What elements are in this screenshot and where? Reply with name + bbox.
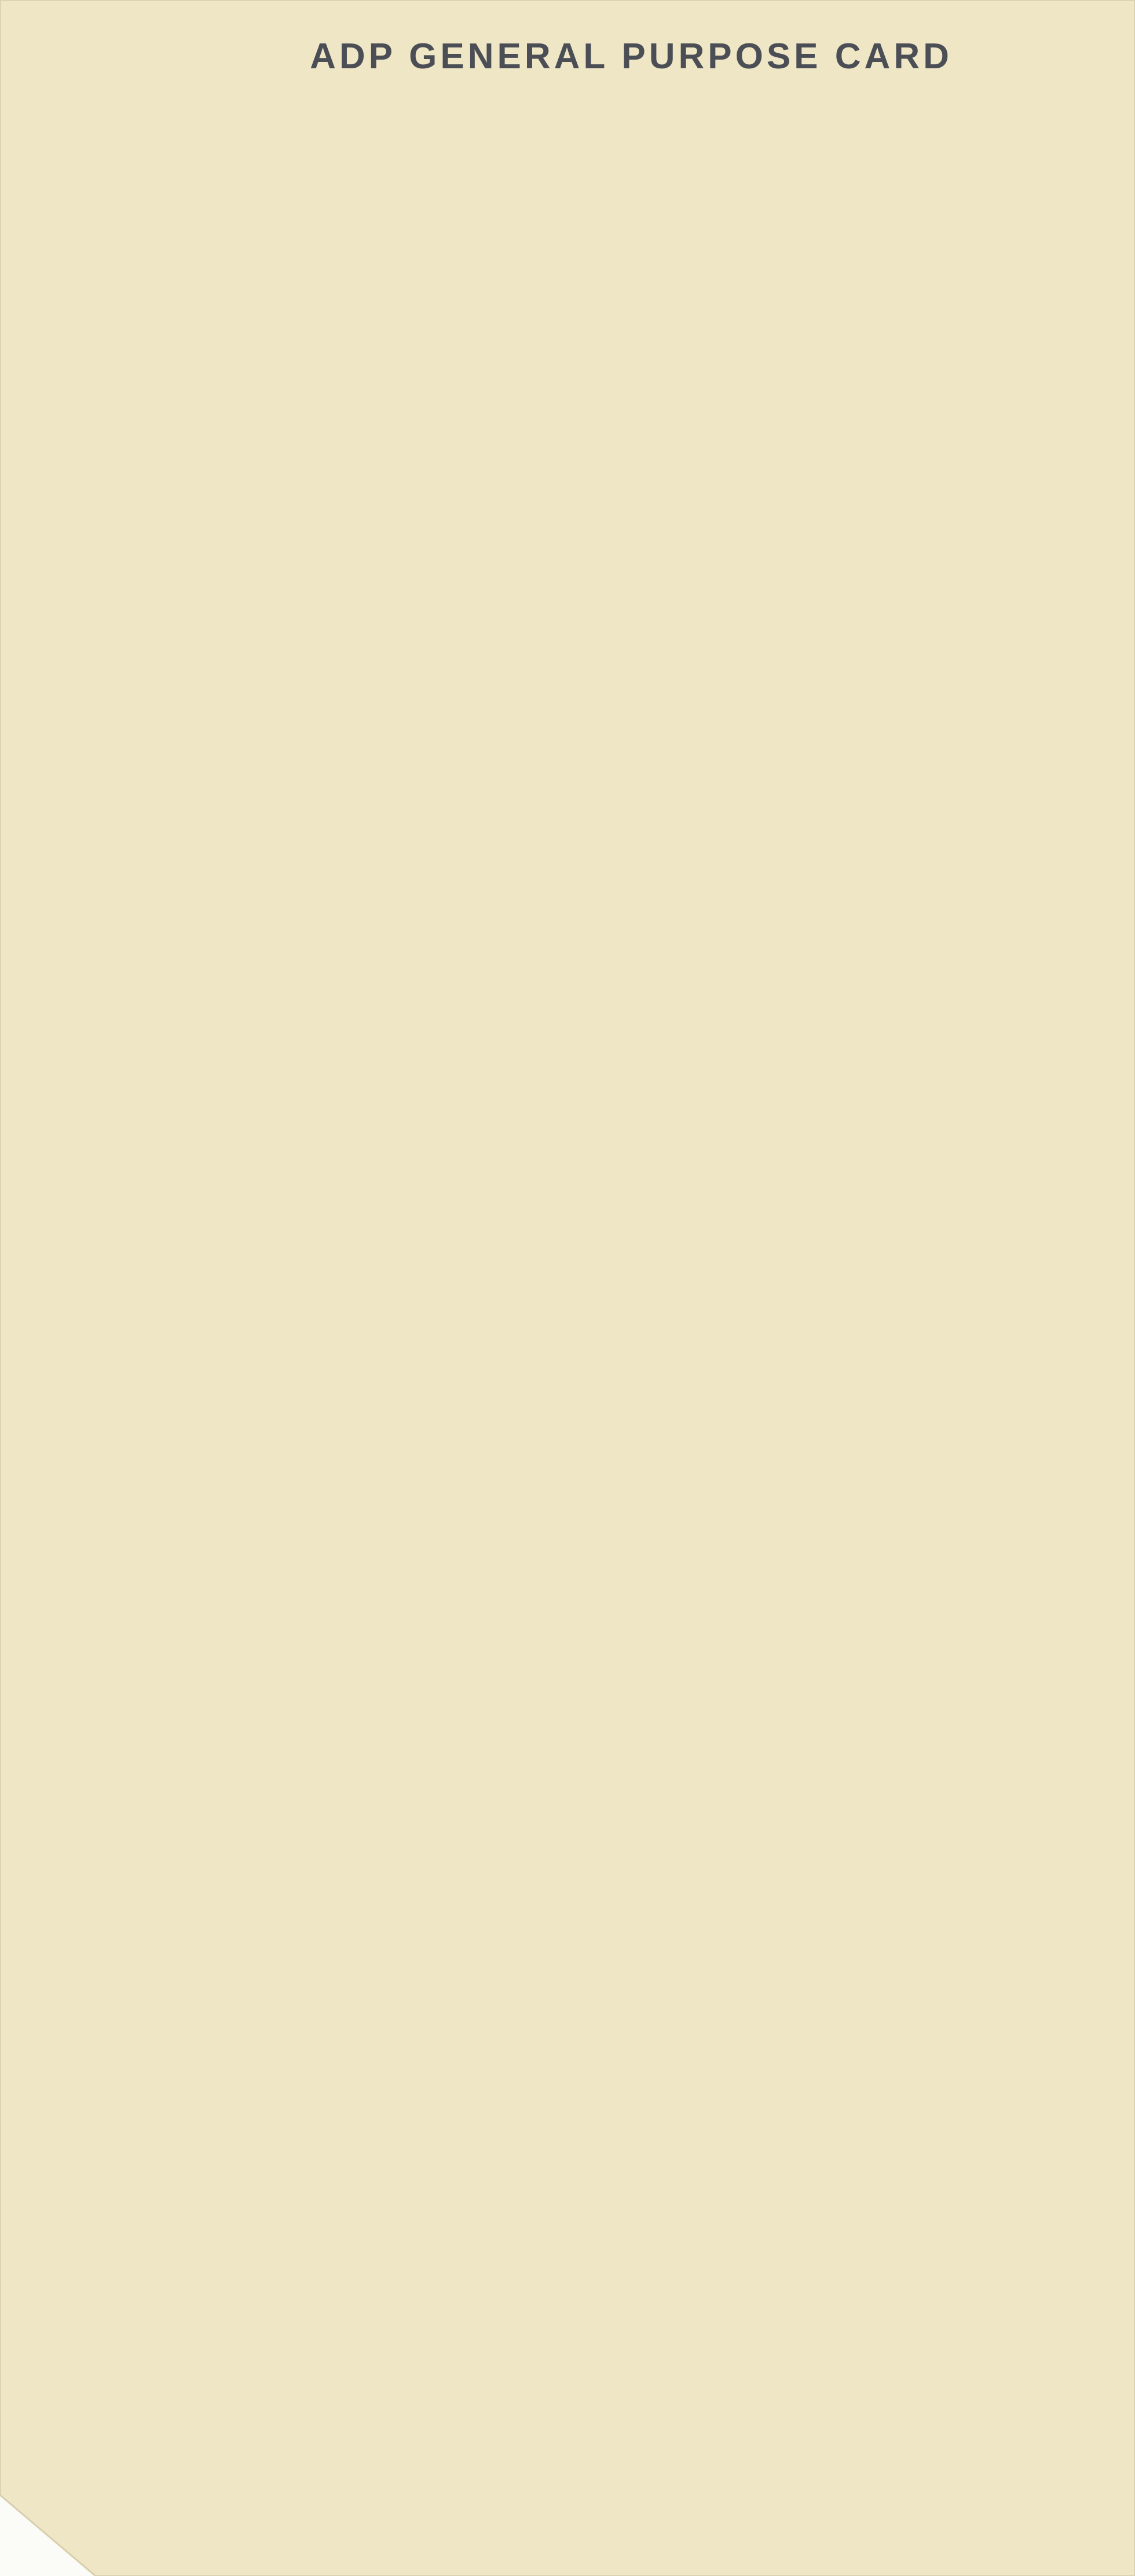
card-title: ADP GENERAL PURPOSE CARD	[310, 36, 953, 76]
